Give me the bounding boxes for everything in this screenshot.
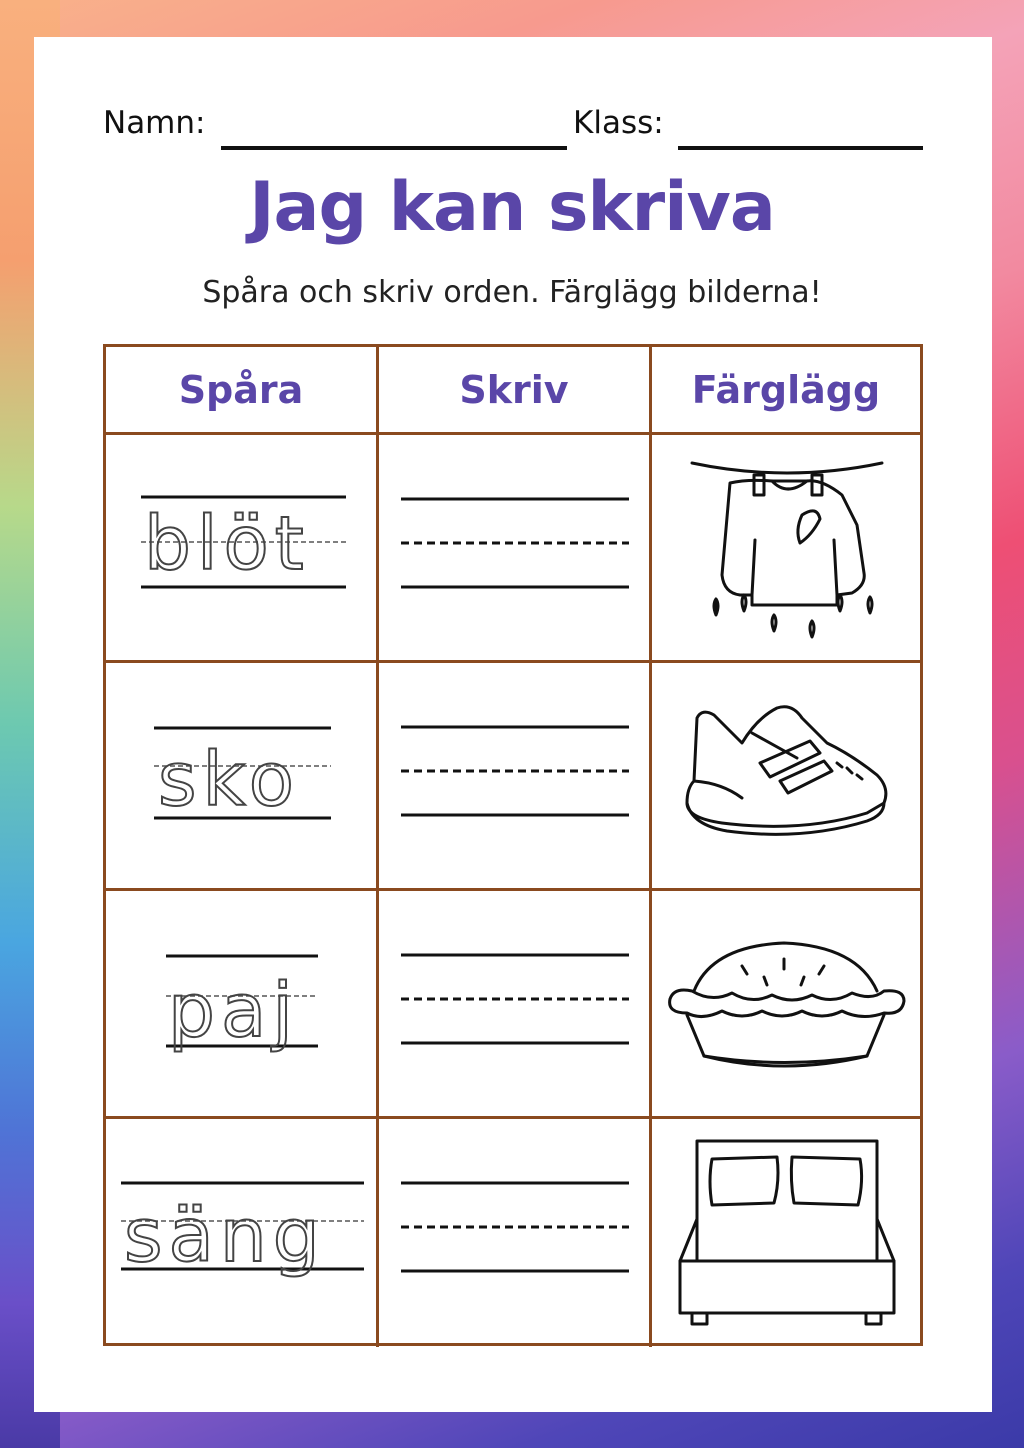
color-cell[interactable] — [652, 663, 920, 891]
trace-cell[interactable] — [106, 663, 379, 891]
class-blank-line[interactable] — [678, 146, 923, 150]
trace-word: sko — [158, 737, 301, 823]
write-cell[interactable] — [379, 1119, 652, 1347]
trace-cell[interactable] — [106, 1119, 379, 1347]
bed-icon — [652, 1119, 917, 1344]
write-guidelines — [379, 891, 649, 1116]
trace-word: säng — [124, 1193, 326, 1279]
trace-word: blöt — [144, 501, 310, 587]
write-cell[interactable] — [379, 891, 652, 1119]
color-cell[interactable] — [652, 891, 920, 1119]
name-blank-line[interactable] — [221, 146, 567, 150]
write-cell[interactable] — [379, 435, 652, 663]
name-class-row — [103, 105, 923, 155]
write-cell[interactable] — [379, 663, 652, 891]
column-header-color: Färglägg — [652, 347, 920, 435]
column-header-write: Skriv — [379, 347, 652, 435]
shoe-icon — [652, 663, 917, 888]
name-label: Namn: — [103, 105, 206, 141]
trace-cell[interactable] — [106, 435, 379, 663]
class-label: Klass: — [573, 105, 664, 141]
write-guidelines — [379, 435, 649, 660]
column-header-trace: Spåra — [106, 347, 379, 435]
trace-cell[interactable] — [106, 891, 379, 1119]
pie-icon — [652, 891, 917, 1116]
write-guidelines — [379, 663, 649, 888]
write-guidelines — [379, 1119, 649, 1344]
color-cell[interactable] — [652, 435, 920, 663]
trace-word: paj — [168, 968, 299, 1054]
page-title: Jag kan skriva — [249, 168, 775, 247]
wet-sweater-icon — [652, 435, 917, 660]
color-cell[interactable] — [652, 1119, 920, 1347]
instructions: Spåra och skriv orden. Färglägg bilderna! — [202, 275, 822, 310]
worksheet-table — [103, 344, 923, 1346]
